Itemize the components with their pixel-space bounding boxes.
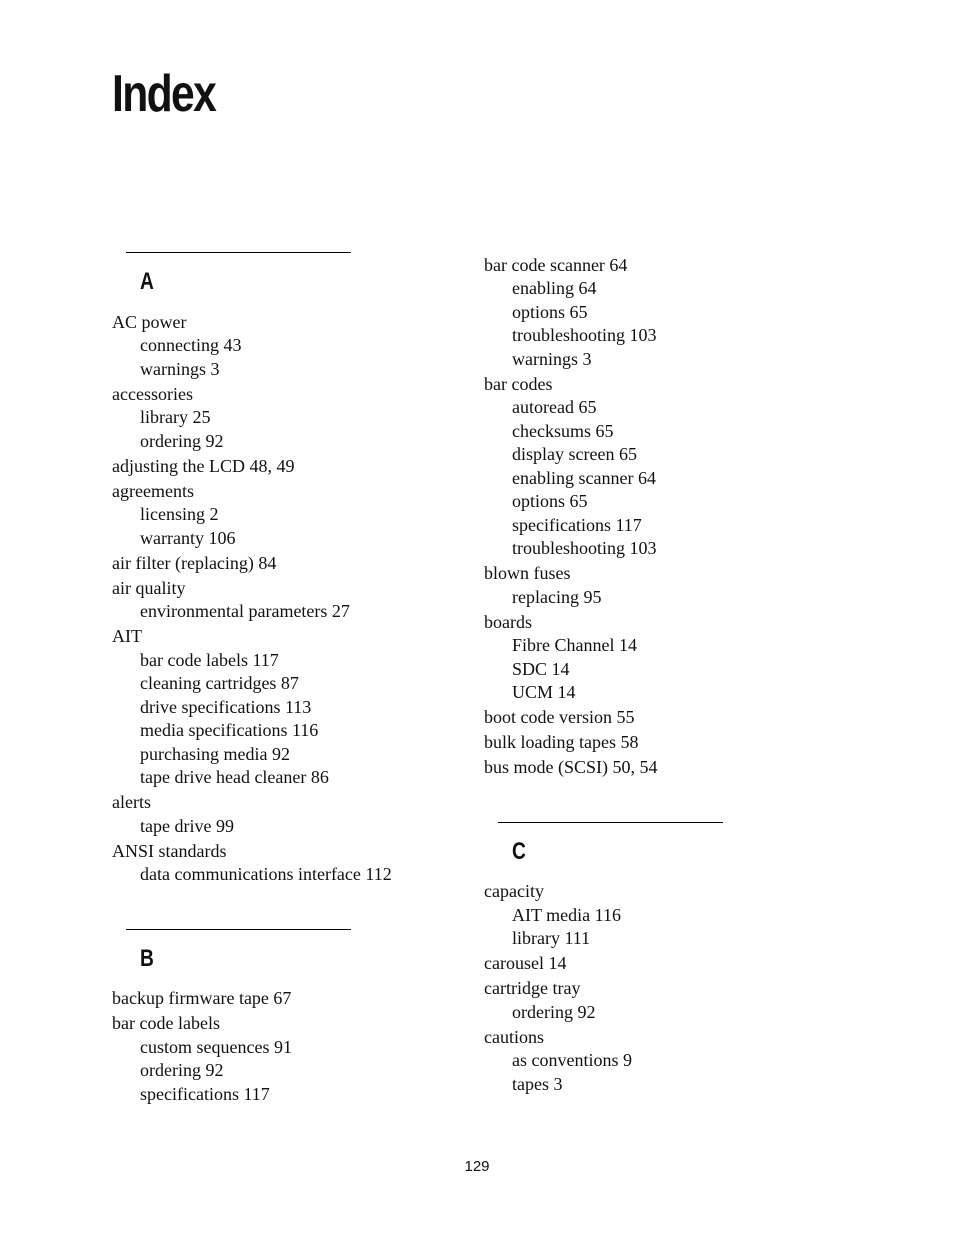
section-letter: C bbox=[512, 837, 526, 865]
index-section-c bbox=[484, 822, 844, 1097]
index-entry: adjusting the LCD 48, 49 bbox=[112, 455, 295, 476]
index-subentry: autoread 65 bbox=[512, 397, 597, 417]
section-letter: B bbox=[140, 944, 154, 972]
index-entry: AIT bbox=[112, 626, 142, 646]
index-subentry: warnings 3 bbox=[140, 358, 220, 379]
index-column-right bbox=[484, 252, 844, 1096]
index-subentry: tape drive head cleaner 86 bbox=[140, 767, 329, 787]
index-entry-list bbox=[484, 879, 844, 1097]
index-entry: blown fuses bbox=[484, 563, 571, 583]
index-subentry: display screen 65 bbox=[512, 444, 637, 464]
index-subentry: enabling 64 bbox=[512, 278, 597, 298]
section-divider bbox=[126, 252, 351, 253]
index-subentry: library 111 bbox=[512, 928, 591, 948]
index-subentry: Fibre Channel 14 bbox=[512, 635, 637, 655]
index-subentry: AIT media 116 bbox=[512, 904, 621, 925]
index-subentry: options 65 bbox=[512, 301, 588, 322]
index-subentry: ordering 92 bbox=[512, 1001, 596, 1022]
index-entry: alerts bbox=[112, 792, 151, 812]
index-entry: capacity bbox=[484, 881, 544, 901]
index-entry: bar codes bbox=[484, 373, 553, 394]
index-subentry: media specifications 116 bbox=[140, 720, 319, 740]
index-subentry: SDC 14 bbox=[512, 658, 570, 679]
index-subentry: bar code labels 117 bbox=[140, 649, 279, 670]
index-entry: air quality bbox=[112, 577, 186, 598]
index-entry: air filter (replacing) 84 bbox=[112, 552, 277, 573]
index-entry-list bbox=[484, 252, 844, 780]
section-divider bbox=[498, 822, 723, 823]
index-subentry: library 25 bbox=[140, 407, 211, 427]
index-entry-list bbox=[112, 309, 472, 887]
index-subentry: troubleshooting 103 bbox=[512, 538, 657, 558]
index-entry-list bbox=[112, 986, 472, 1107]
index-subentry: enabling scanner 64 bbox=[512, 467, 656, 488]
index-entry: backup firmware tape 67 bbox=[112, 988, 292, 1008]
page-number: 129 bbox=[464, 1158, 490, 1175]
index-subentry: purchasing media 92 bbox=[140, 743, 290, 764]
index-subentry: tape drive 99 bbox=[140, 815, 234, 836]
index-section-b-continued bbox=[484, 252, 844, 780]
index-subentry: cleaning cartridges 87 bbox=[140, 673, 299, 693]
index-entry: ANSI standards bbox=[112, 840, 227, 861]
index-subentry: ordering 92 bbox=[140, 430, 224, 451]
index-entry: carousel 14 bbox=[484, 953, 567, 973]
index-subentry: UCM 14 bbox=[512, 682, 576, 702]
page-title: Index bbox=[112, 65, 216, 123]
index-subentry: warnings 3 bbox=[512, 348, 592, 369]
index-subentry: drive specifications 113 bbox=[140, 696, 312, 717]
index-entry: accessories bbox=[112, 383, 193, 404]
index-subentry: specifications 117 bbox=[140, 1083, 270, 1104]
index-entry: agreements bbox=[112, 480, 194, 501]
index-subentry: options 65 bbox=[512, 491, 588, 511]
index-section-a bbox=[112, 252, 472, 887]
index-subentry: custom sequences 91 bbox=[140, 1036, 292, 1057]
index-subentry: licensing 2 bbox=[140, 504, 219, 524]
index-subentry: connecting 43 bbox=[140, 335, 242, 355]
index-subentry: tapes 3 bbox=[512, 1073, 563, 1094]
index-entry: boards bbox=[484, 611, 532, 632]
index-subentry: warranty 106 bbox=[140, 527, 236, 548]
index-subentry: as conventions 9 bbox=[512, 1050, 632, 1070]
index-entry: bus mode (SCSI) 50, 54 bbox=[484, 757, 658, 777]
index-entry: boot code version 55 bbox=[484, 707, 635, 727]
index-entry: bulk loading tapes 58 bbox=[484, 732, 639, 752]
index-entry: cautions bbox=[484, 1026, 544, 1047]
index-subentry: ordering 92 bbox=[140, 1060, 224, 1080]
index-subentry: environmental parameters 27 bbox=[140, 601, 350, 621]
index-subentry: troubleshooting 103 bbox=[512, 325, 657, 345]
index-subentry: data communications interface 112 bbox=[140, 864, 392, 884]
index-entry: AC power bbox=[112, 311, 187, 332]
index-column-left bbox=[112, 252, 472, 1106]
index-subentry: replacing 95 bbox=[512, 586, 602, 607]
index-subentry: checksums 65 bbox=[512, 420, 614, 441]
index-entry: bar code labels bbox=[112, 1013, 220, 1033]
index-entry: cartridge tray bbox=[484, 978, 581, 998]
index-entry: bar code scanner 64 bbox=[484, 254, 628, 275]
index-section-b bbox=[112, 929, 472, 1107]
section-divider bbox=[126, 929, 351, 930]
section-letter: A bbox=[140, 268, 154, 295]
index-subentry: specifications 117 bbox=[512, 514, 642, 535]
